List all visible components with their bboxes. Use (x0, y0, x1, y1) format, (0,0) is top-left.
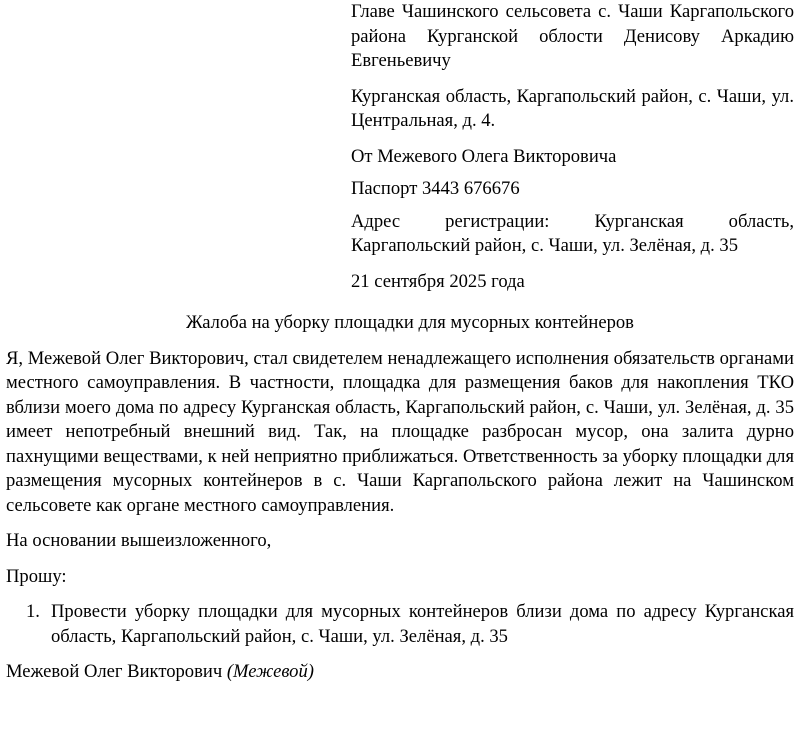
passport: Паспорт 3443 676676 (351, 178, 520, 199)
document-header (351, 0, 794, 294)
addressee-address: Курганская область, Каргапольский район, с. Чаши, ул. Центральная, д. 4. (351, 85, 794, 131)
signature-name: Межевой Олег Викторович (6, 661, 223, 682)
list-item (6, 600, 794, 649)
signature (6, 660, 794, 685)
request-list (6, 600, 794, 649)
request-heading: Прошу: (6, 565, 67, 587)
document-title: Жалоба на уборку площадки для мусорных контейнеров (186, 312, 634, 333)
list-item-number: 1. (26, 601, 40, 622)
complaint-body: Я, Межевой Олег Викторович, стал свидетелем ненадлежащего исполнения обязательств органами местного самоуправления. В частности, площадка для размещения баков для накопления ТКО вблизи моего дома по адресу Курганская область, Каргапольский район, с. Чаши, ул. Зелёная, д. 35 имеет непотребный внешний вид. Так, на площадке разбросан мусор, она залита дурно пахнущими веществами, к ней неприятно приближаться. Ответственность за уборку площадки для размещения мусорных контейнеров в с. Чаши Каргапольского района лежит на Чашинском сельсовете как органе местного самоуправления. (6, 347, 794, 516)
basis-line: На основании вышеизложенного, (6, 530, 272, 551)
signature-mark: (Межевой) (226, 661, 314, 682)
list-item-text: Провести уборку площадки для мусорных контейнеров близи дома по адресу Курганская область, Каргапольский район, с. Чаши, ул. Зелёная, д. 35 (51, 601, 794, 647)
document-date: 21 сентября 2025 года (351, 270, 525, 292)
sender: От Межевого Олега Викторовича (351, 145, 617, 167)
registration-address: Адрес регистрации: Курганская область, Каргапольский район, с. Чаши, ул. Зелёная, д. 35 (351, 210, 794, 256)
addressee: Главе Чашинского сельсовета с. Чаши Каргапольского района Курганской облости Денисову Аркадию Евгеньевичу (351, 1, 794, 71)
document-page (6, 0, 794, 685)
